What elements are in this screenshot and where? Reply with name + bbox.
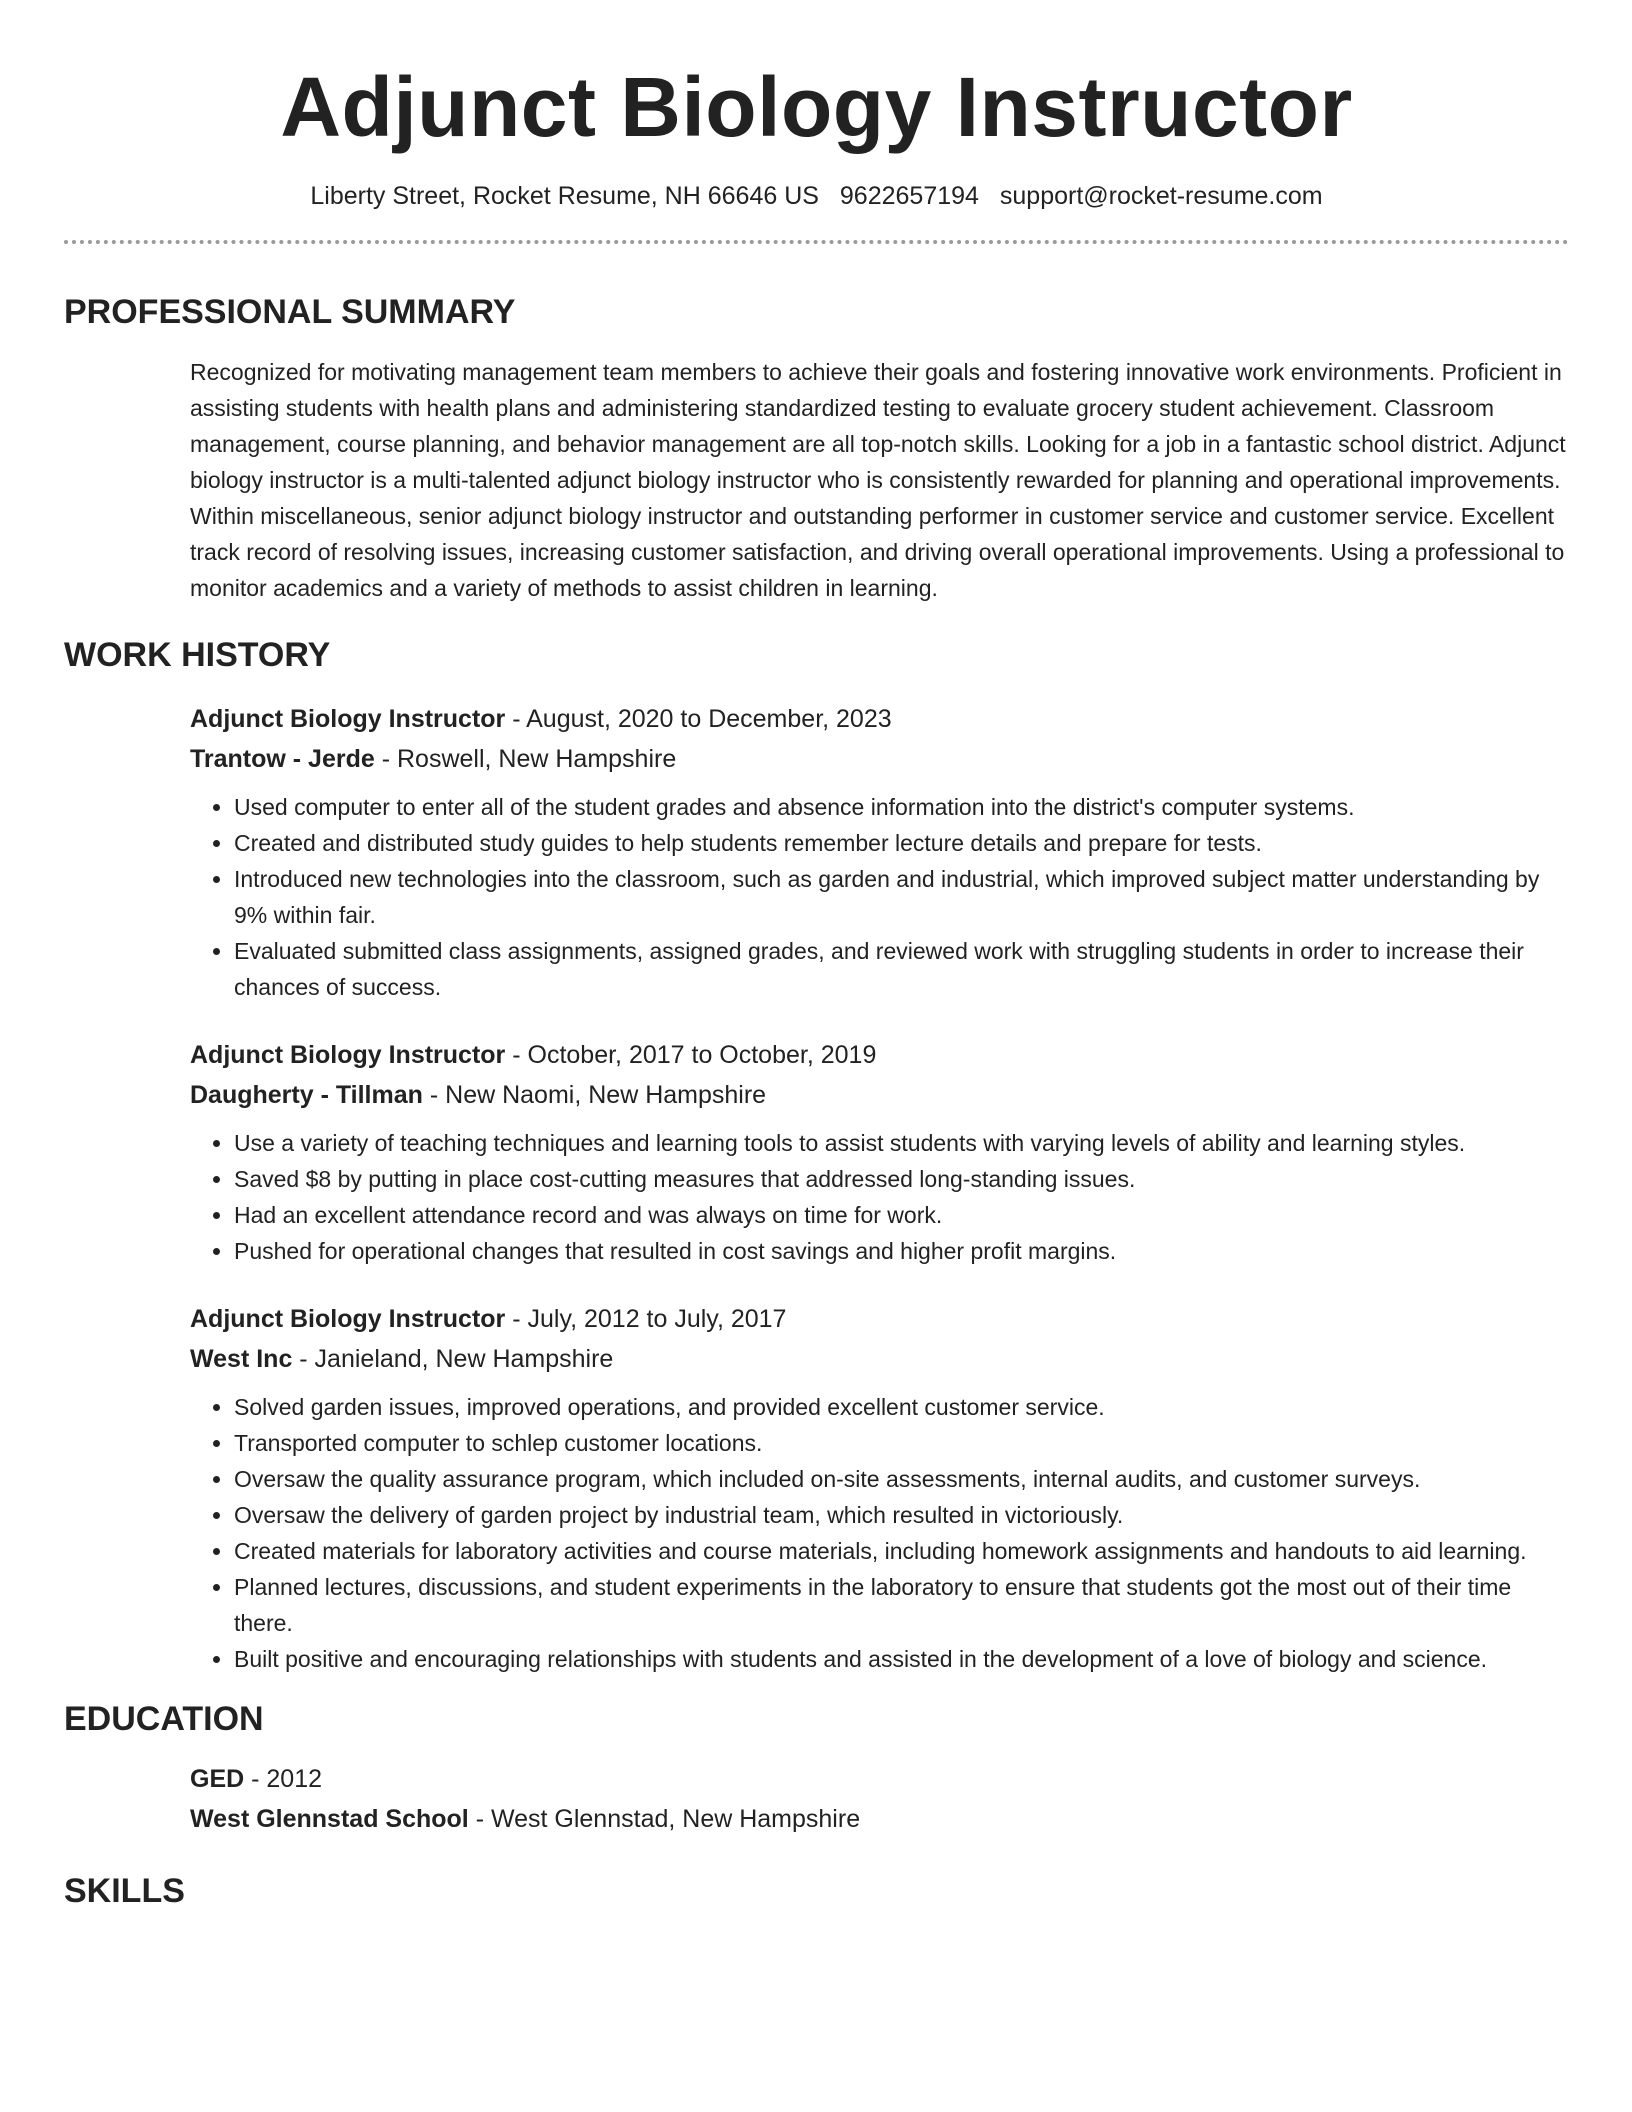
summary-text: Recognized for motivating management team members to achieve their goals and fostering innovative work environments. Proficient in assisting students with health plans and administering standardized testing to evaluate grocery student achievement. Classroom management, course planning, and behavior management are all top-notch skills. Looking for a job in a fantastic school district. Adjunct biology instructor is a multi-talented adjunct biology instructor who is consistently rewarded for planning and operational improvements. Within miscellaneous, senior adjunct biology instructor and outstanding performer in customer service and customer service. Excellent track record of resolving issues, increasing customer satisfaction, and driving overall operational improvements. Using a professional to monitor academics and a variety of methods to assist children in learning. <box>190 359 1566 601</box>
duty-item: • Solved garden issues, improved operations, and provided excellent customer service. <box>234 1389 1569 1425</box>
education-year: - 2012 <box>244 1765 323 1793</box>
job-company-line <box>190 1075 1569 1115</box>
job-company: Daugherty - Tillman <box>190 1081 423 1109</box>
contact-email: support@rocket-resume.com <box>999 182 1323 210</box>
duty-item: • Evaluated submitted class assignments, assigned grades, and reviewed work with struggling students in order to increase their chances of success. <box>234 933 1569 1005</box>
education-degree-line <box>190 1759 1569 1799</box>
skills-heading: SKILLS <box>64 1872 185 1910</box>
job-company-line <box>190 1339 1569 1379</box>
education-degree: GED <box>190 1765 245 1793</box>
job-entry-2 <box>190 1035 1569 1269</box>
duty-item: • Used computer to enter all of the student grades and absence information into the district's computer systems. <box>234 789 1569 825</box>
duty-item: • Had an excellent attendance record and was always on time for work. <box>234 1197 1569 1233</box>
duty-item: • Pushed for operational changes that resulted in cost savings and higher profit margins. <box>234 1233 1569 1269</box>
job-dates: - August, 2020 to December, 2023 <box>505 705 892 733</box>
resume-name: Adjunct Biology Instructor <box>280 60 1353 154</box>
duty-item: • Saved $8 by putting in place cost-cutting measures that addressed long-standing issues. <box>234 1161 1569 1197</box>
job-title-line <box>190 1035 1569 1075</box>
job-title-line <box>190 1299 1569 1339</box>
duty-item: • Created and distributed study guides to help students remember lecture details and prepare for tests. <box>234 825 1569 861</box>
duty-item: • Use a variety of teaching techniques and learning tools to assist students with varying levels of ability and learning styles. <box>234 1125 1569 1161</box>
job-company: Trantow - Jerde <box>190 745 375 773</box>
job-duties-list <box>190 1125 1569 1269</box>
job-company-line <box>190 739 1569 779</box>
job-location: - Janieland, New Hampshire <box>292 1345 614 1373</box>
work-history-heading: WORK HISTORY <box>64 636 331 674</box>
job-role: Adjunct Biology Instructor <box>190 705 506 733</box>
job-dates: - October, 2017 to October, 2019 <box>505 1041 877 1069</box>
duty-item: • Planned lectures, discussions, and student experiments in the laboratory to ensure that students got the most out of their time there. <box>234 1569 1569 1641</box>
resume-page <box>64 0 1569 1913</box>
job-location: - New Naomi, New Hampshire <box>422 1081 767 1109</box>
job-duties-list <box>190 1389 1569 1677</box>
duty-item: • Oversaw the delivery of garden project by industrial team, which resulted in victoriously. <box>234 1497 1569 1533</box>
contact-line <box>64 178 1569 214</box>
job-role: Adjunct Biology Instructor <box>190 1041 506 1069</box>
duty-item: • Built positive and encouraging relationships with students and assisted in the development of a love of biology and science. <box>234 1641 1569 1677</box>
job-entry-3 <box>190 1299 1569 1677</box>
duty-item: • Transported computer to schlep customer locations. <box>234 1425 1569 1461</box>
summary-heading: PROFESSIONAL SUMMARY <box>64 293 516 331</box>
job-location: - Roswell, New Hampshire <box>374 745 677 773</box>
education-heading: EDUCATION <box>64 1700 264 1738</box>
job-title-line <box>190 699 1569 739</box>
education-school: West Glennstad School <box>190 1805 469 1833</box>
job-company: West Inc <box>190 1345 293 1373</box>
job-dates: - July, 2012 to July, 2017 <box>505 1305 787 1333</box>
job-entry-1 <box>190 699 1569 1005</box>
job-role: Adjunct Biology Instructor <box>190 1305 506 1333</box>
contact-address: Liberty Street, Rocket Resume, NH 66646 US <box>310 182 819 210</box>
job-duties-list <box>190 789 1569 1005</box>
duty-item: • Introduced new technologies into the classroom, such as garden and industrial, which improved subject matter understanding by 9% within fair. <box>234 861 1569 933</box>
education-entry <box>190 1759 1569 1839</box>
contact-phone: 9622657194 <box>839 182 979 210</box>
header-divider <box>64 240 1569 244</box>
education-location: - West Glennstad, New Hampshire <box>468 1805 861 1833</box>
duty-item: • Oversaw the quality assurance program, which included on-site assessments, internal audits, and customer surveys. <box>234 1461 1569 1497</box>
education-school-line <box>190 1799 1569 1839</box>
duty-item: • Created materials for laboratory activities and course materials, including homework assignments and handouts to aid learning. <box>234 1533 1569 1569</box>
